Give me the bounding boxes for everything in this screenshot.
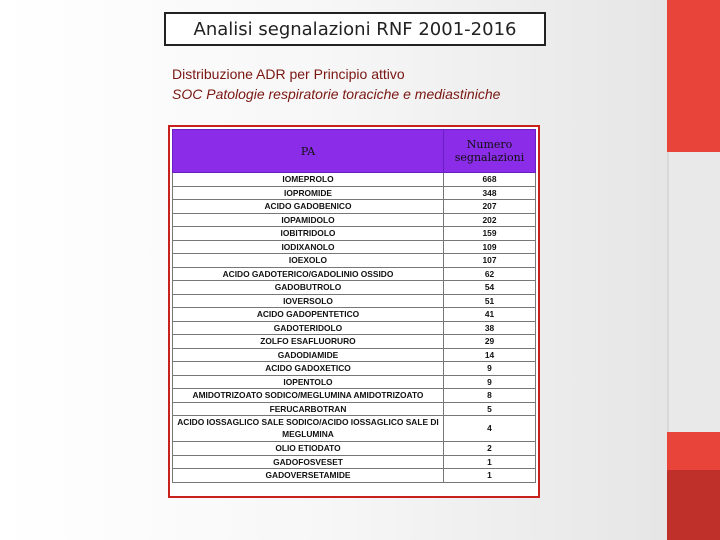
cell-count: 207 — [444, 200, 536, 214]
cell-pa: AMIDOTRIZOATO SODICO/MEGLUMINA AMIDOTRIZOATO — [173, 389, 444, 403]
cell-pa: GADOBUTROLO — [173, 281, 444, 295]
cell-count: 2 — [444, 442, 536, 456]
cell-count: 9 — [444, 362, 536, 376]
table-row — [173, 281, 536, 295]
cell-pa: OLIO ETIODATO — [173, 442, 444, 456]
table-row — [173, 442, 536, 456]
side-decoration-divider — [667, 152, 669, 432]
cell-count: 109 — [444, 240, 536, 254]
cell-pa: IOBITRIDOLO — [173, 227, 444, 241]
table-row — [173, 362, 536, 376]
cell-pa: GADOTERIDOLO — [173, 321, 444, 335]
cell-count: 1 — [444, 455, 536, 469]
table-row — [173, 227, 536, 241]
table-row — [173, 240, 536, 254]
cell-count: 9 — [444, 375, 536, 389]
table-row — [173, 348, 536, 362]
table-row — [173, 294, 536, 308]
table-row — [173, 402, 536, 416]
table-row — [173, 200, 536, 214]
table-row — [173, 267, 536, 281]
cell-count: 159 — [444, 227, 536, 241]
header-count-line2: segnalazioni — [454, 151, 525, 164]
cell-count: 14 — [444, 348, 536, 362]
cell-pa: FERUCARBOTRAN — [173, 402, 444, 416]
cell-count: 107 — [444, 254, 536, 268]
cell-pa: GADODIAMIDE — [173, 348, 444, 362]
cell-count: 4 — [444, 416, 536, 442]
header-count — [444, 130, 536, 173]
adr-table — [172, 129, 536, 483]
cell-pa: IOPAMIDOLO — [173, 213, 444, 227]
side-decoration-red-top — [667, 0, 720, 152]
table-row — [173, 455, 536, 469]
cell-count: 1 — [444, 469, 536, 483]
slide-subtitle-2: SOC Patologie respiratorie toraciche e mediastiniche — [172, 86, 501, 102]
cell-pa: IOVERSOLO — [173, 294, 444, 308]
table-header-row — [173, 130, 536, 173]
table-row — [173, 173, 536, 187]
cell-count: 348 — [444, 186, 536, 200]
cell-count: 5 — [444, 402, 536, 416]
table-row — [173, 213, 536, 227]
cell-pa: GADOVERSETAMIDE — [173, 469, 444, 483]
cell-pa: ACIDO GADOXETICO — [173, 362, 444, 376]
table-row — [173, 375, 536, 389]
table-row — [173, 389, 536, 403]
cell-count: 41 — [444, 308, 536, 322]
cell-count: 54 — [444, 281, 536, 295]
cell-count: 29 — [444, 335, 536, 349]
cell-pa: IOEXOLO — [173, 254, 444, 268]
cell-pa: GADOFOSVESET — [173, 455, 444, 469]
side-decoration-red-bottom-dark — [667, 470, 720, 540]
cell-count: 51 — [444, 294, 536, 308]
cell-pa: IOMEPROLO — [173, 173, 444, 187]
table-row — [173, 335, 536, 349]
cell-pa: IOPENTOLO — [173, 375, 444, 389]
table-row — [173, 321, 536, 335]
cell-count: 202 — [444, 213, 536, 227]
cell-pa: IODIXANOLO — [173, 240, 444, 254]
table-row — [173, 186, 536, 200]
adr-table-frame — [168, 125, 540, 498]
table-row — [173, 308, 536, 322]
cell-pa: ACIDO GADOBENICO — [173, 200, 444, 214]
slide-title: Analisi segnalazioni RNF 2001-2016 — [193, 18, 517, 40]
header-pa: PA — [173, 130, 444, 173]
cell-pa: ACIDO IOSSAGLICO SALE SODICO/ACIDO IOSSAGLICO SALE DI MEGLUMINA — [173, 416, 444, 442]
cell-count: 62 — [444, 267, 536, 281]
cell-count: 668 — [444, 173, 536, 187]
cell-pa: ACIDO GADOTERICO/GADOLINIO OSSIDO — [173, 267, 444, 281]
table-row — [173, 469, 536, 483]
slide-title-box — [164, 12, 546, 46]
table-row — [173, 254, 536, 268]
cell-pa: ACIDO GADOPENTETICO — [173, 308, 444, 322]
cell-count: 38 — [444, 321, 536, 335]
slide-subtitle-1: Distribuzione ADR per Principio attivo — [172, 66, 405, 82]
cell-count: 8 — [444, 389, 536, 403]
cell-pa: ZOLFO ESAFLUORURO — [173, 335, 444, 349]
table-body — [173, 173, 536, 483]
table-row — [173, 416, 536, 442]
cell-pa: IOPROMIDE — [173, 186, 444, 200]
header-count-line1: Numero — [466, 138, 513, 151]
